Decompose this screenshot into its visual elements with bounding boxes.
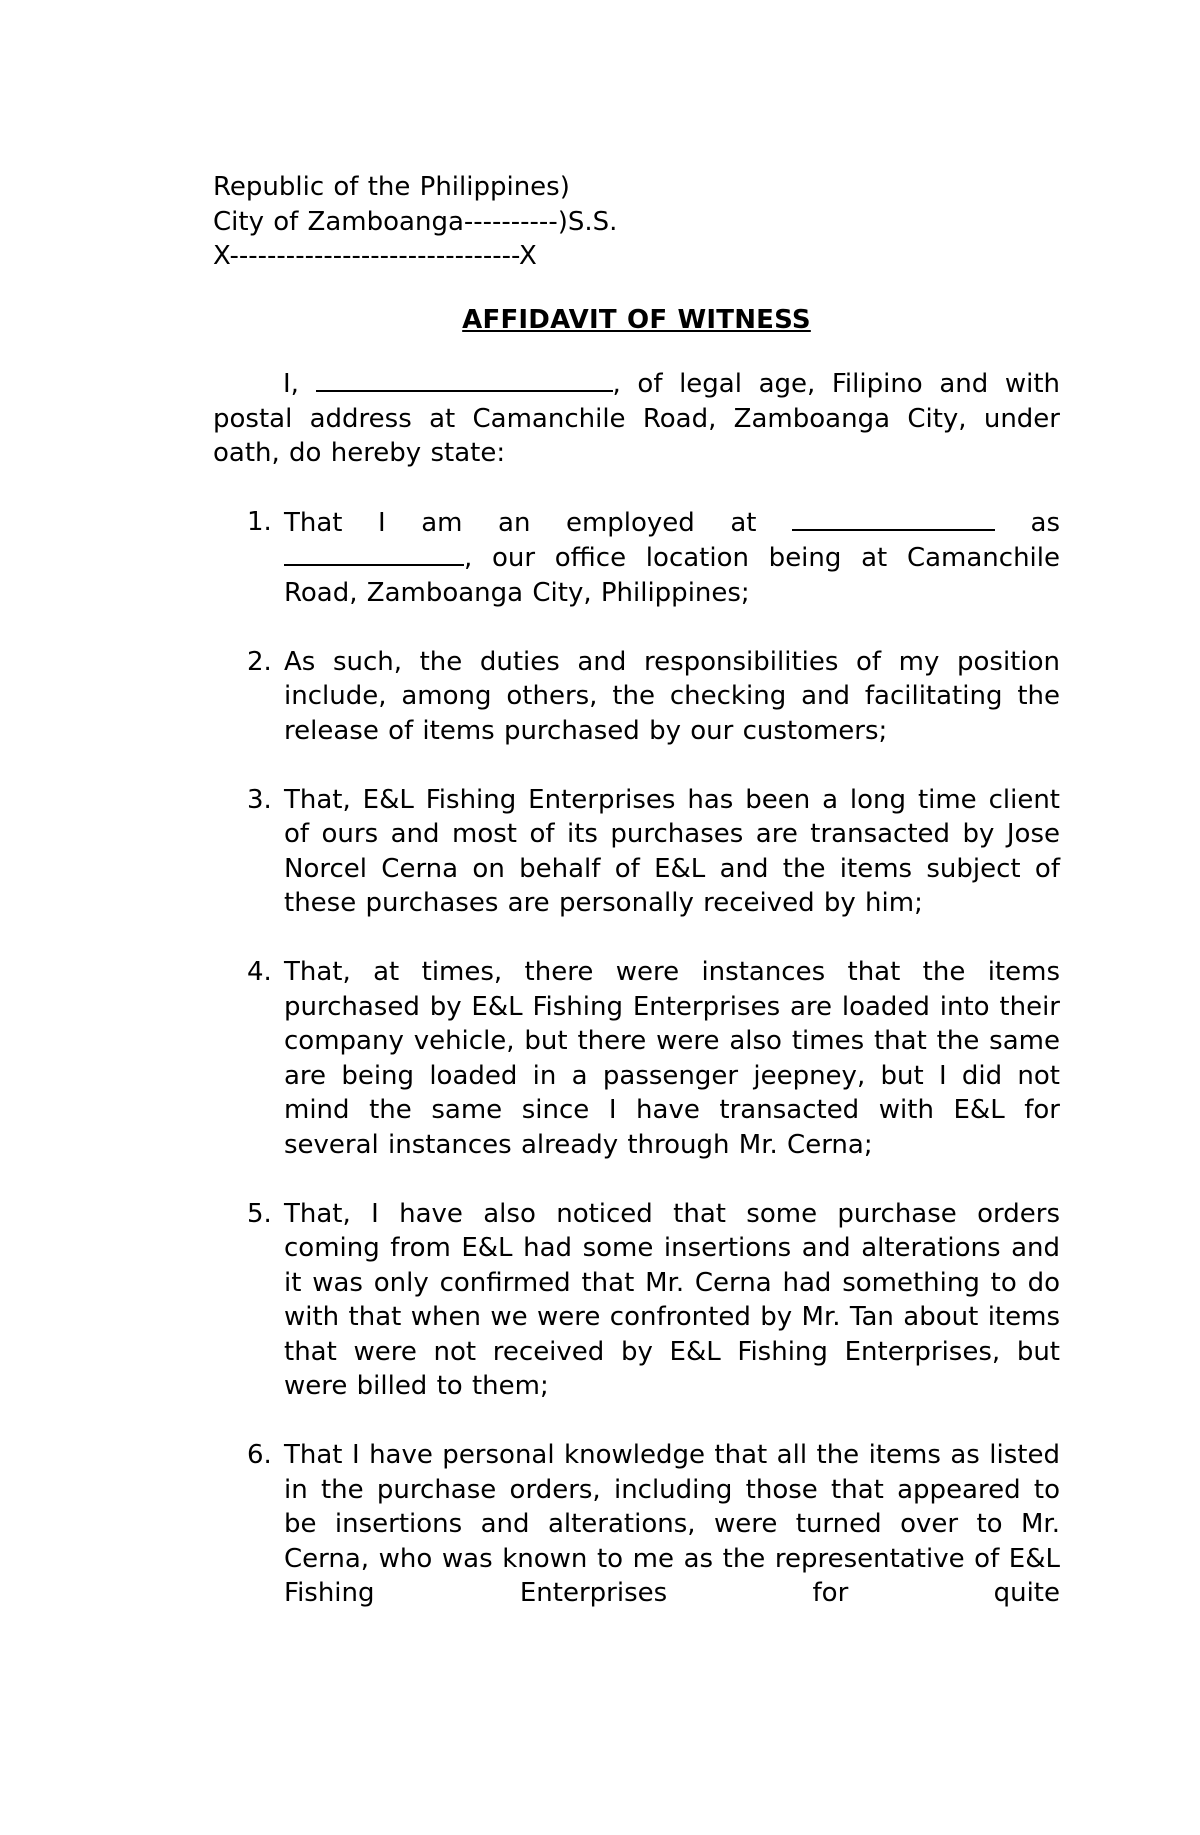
paragraph-1 — [213, 505, 1060, 611]
paragraph-number: 5. — [247, 1198, 272, 1229]
paragraph-text: That, at times, there were instances that the items purchased by E&L Fishing Enterprises are loaded into their company vehicle, but there were also times that the same are being loaded in a passenger jeepney, but I did not mind the same since I have transacted with E&L for several instances already through Mr. Cerna; — [284, 957, 1060, 1160]
venue-republic: Republic of the Philippines) — [213, 172, 570, 202]
affidavit-body — [213, 170, 1060, 1645]
employer-blank[interactable] — [792, 505, 995, 531]
document-title: AFFIDAVIT OF WITNESS — [462, 304, 811, 335]
venue-block — [213, 170, 1060, 274]
paragraph-1-line2 — [284, 540, 1060, 610]
intro-paragraph — [213, 366, 1060, 471]
paragraph-number: 6. — [247, 1440, 272, 1470]
paragraph-3 — [213, 783, 1060, 921]
venue-separator: X-------------------------------X — [213, 241, 537, 271]
paragraph-number: 3. — [247, 784, 272, 815]
paragraph-6 — [213, 1438, 1060, 1611]
paragraph-1-text-c: , our office location being at Camanchile Road, Zamboanga City, Philippines; — [284, 543, 1060, 608]
paragraph-1-line1 — [284, 505, 1060, 541]
paragraph-2 — [213, 645, 1060, 749]
paragraph-number: 2. — [247, 646, 272, 677]
venue-city: City of Zamboanga----------)S.S. — [213, 206, 618, 237]
paragraph-text: That I have personal knowledge that all the items as listed in the purchase orders, including those that appeared to be insertions and alterations, were turned over to Mr. Cerna, who was known to me as the representative of E&L Fishing Enterprises for quite — [284, 1440, 1060, 1608]
paragraph-1-text-a: That I am an employed at — [284, 507, 757, 538]
paragraph-number: 4. — [247, 957, 272, 987]
affiant-name-blank[interactable] — [316, 366, 613, 392]
paragraph-text: That, E&L Fishing Enterprises has been a long time client of ours and most of its purchases are transacted by Jose Norcel Cerna on behalf of E&L and the items subject of these purchases are personally received by him; — [284, 784, 1060, 918]
intro-prefix: I, — [283, 369, 299, 399]
position-blank[interactable] — [284, 540, 464, 566]
paragraph-4 — [213, 955, 1060, 1162]
affidavit-paragraphs — [213, 505, 1060, 1611]
intro-suffix: , of legal age, Filipino and with postal address at Camanchile Road, Zamboanga City, under oath, do hereby state: — [213, 369, 1060, 468]
paragraph-5 — [213, 1197, 1060, 1404]
paragraph-1-text-b: as — [1030, 507, 1060, 538]
paragraph-text: That, I have also noticed that some purchase orders coming from E&L had some insertions and alterations and it was only confirmed that Mr. Cerna had something to do with that when we were confronted by Mr. Tan about items that were not received by E&L Fishing Enterprises, but were billed to them; — [284, 1198, 1060, 1401]
paragraph-number: 1. — [247, 506, 272, 537]
paragraph-text: As such, the duties and responsibilities of my position include, among others, the checking and facilitating the release of items purchased by our customers; — [284, 646, 1060, 746]
